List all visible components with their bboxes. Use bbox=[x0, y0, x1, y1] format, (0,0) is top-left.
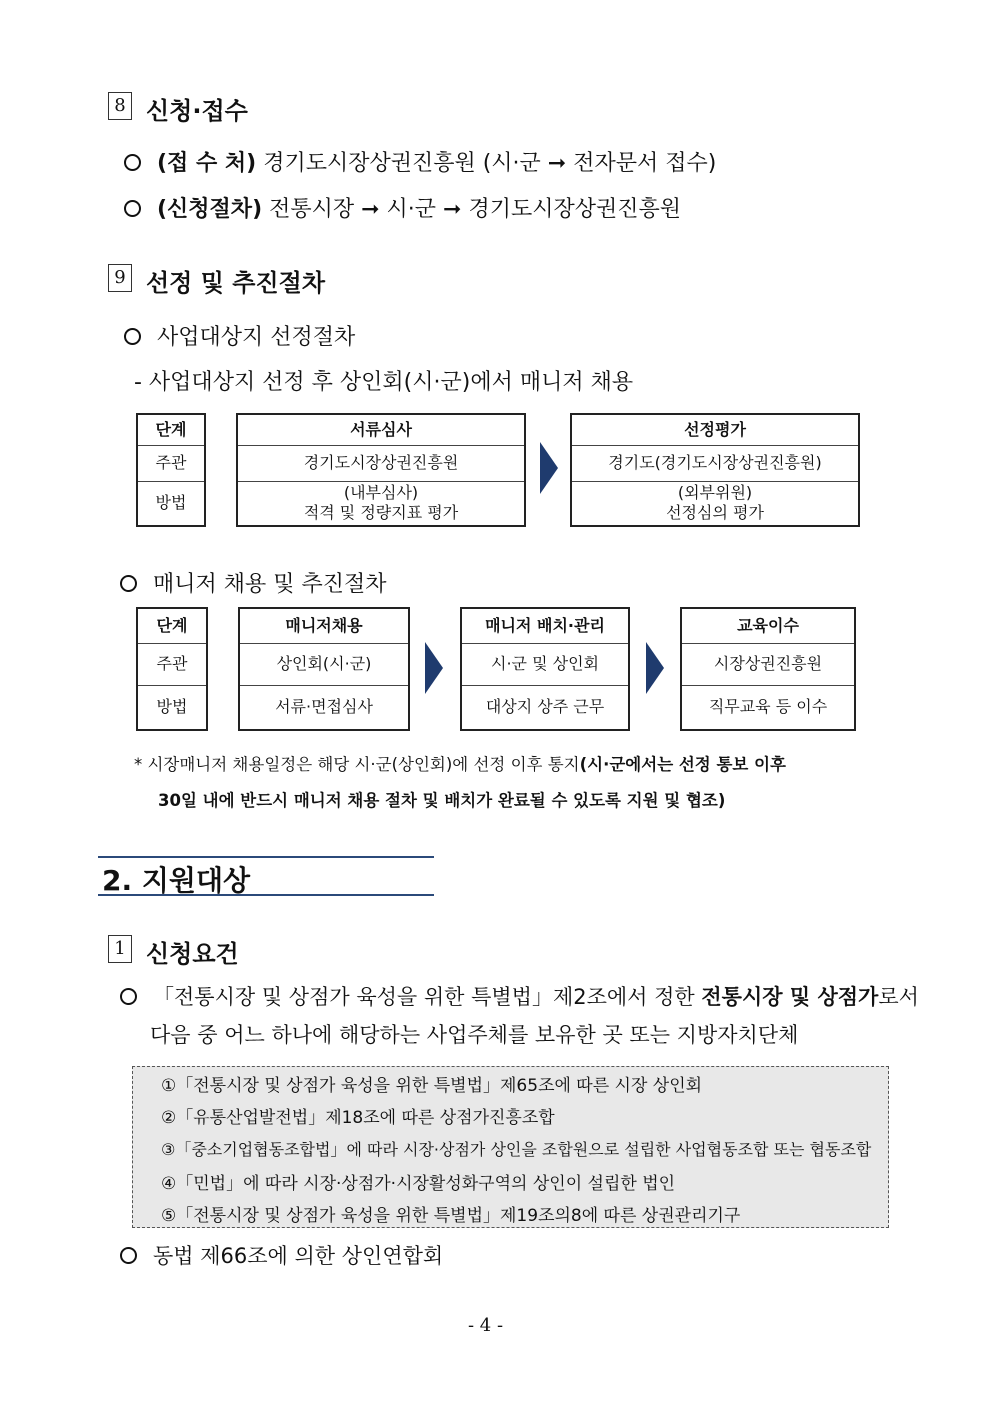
circle-bullet-icon bbox=[120, 988, 137, 1005]
section-2-title: 2. 지원대상 bbox=[102, 864, 251, 897]
section-1-number: 1 bbox=[108, 935, 132, 963]
t2-step-manager-hiring: 매니저채용 상인회(시·군) 서류·면접심사 bbox=[238, 607, 410, 731]
section-8-title: 신청·접수 bbox=[146, 97, 248, 125]
section-9-title: 선정 및 추진절차 bbox=[146, 269, 325, 297]
t2-label-column: 단계 주관 방법 bbox=[136, 607, 208, 731]
s1-paragraph-1: 「전통시장 및 상점가 육성을 위한 특별법」제2조에서 정한 전통시장 및 상점가로서 bbox=[120, 981, 919, 1011]
section-8-number: 8 bbox=[108, 92, 132, 120]
section-2-header bbox=[98, 856, 434, 896]
eligibility-item: ②「유통산업발전법」제18조에 따른 상점가진흥조합 bbox=[161, 1108, 555, 1128]
s8-line-2: (신청절차) 전통시장 ➞ 시·군 ➞ 경기도시장상권진흥원 bbox=[124, 192, 681, 223]
s9-note-line-2: 30일 내에 반드시 매니저 채용 절차 및 배치가 완료될 수 있도록 지원 및 협조) bbox=[158, 791, 726, 810]
t1-step-document-review: 서류심사 경기도시장상권진흥원 (내부심사) 적격 및 정량지표 평가 bbox=[236, 413, 526, 527]
s9-sub-2: 매니저 채용 및 추진절차 bbox=[120, 567, 387, 598]
eligibility-item: ⑤「전통시장 및 상점가 육성을 위한 특별법」제19조의8에 따른 상권관리기구 bbox=[161, 1206, 741, 1226]
eligibility-item: ③「중소기업협동조합법」에 따라 시장·상점가 상인을 조합원으로 설립한 사업협동조합 또는 협동조합 bbox=[161, 1140, 872, 1159]
circle-bullet-icon bbox=[124, 328, 141, 345]
s1-paragraph-2: 동법 제66조에 의한 상인연합회 bbox=[120, 1240, 443, 1270]
s9-dash-1: - 사업대상지 선정 후 상인회(시·군)에서 매니저 채용 bbox=[134, 370, 634, 395]
t2-step-manager-placement: 매니저 배치·관리 시·군 및 상인회 대상지 상주 근무 bbox=[460, 607, 630, 731]
s8-line-1: (접 수 처) 경기도시장상권진흥원 (시·군 ➞ 전자문서 접수) bbox=[124, 146, 716, 177]
page-number: - 4 - bbox=[468, 1315, 504, 1336]
eligibility-item: ④「민법」에 따라 시장·상점가·시장활성화구역의 상인이 설립한 법인 bbox=[161, 1174, 676, 1194]
circle-bullet-icon bbox=[120, 1247, 137, 1264]
t1-step-selection-eval: 선정평가 경기도(경기도시장상권진흥원) (외부위원) 선정심의 평가 bbox=[570, 413, 860, 527]
section-1-title: 신청요건 bbox=[146, 940, 239, 968]
eligibility-item: ①「전통시장 및 상점가 육성을 위한 특별법」제65조에 따른 시장 상인회 bbox=[161, 1076, 703, 1096]
s9-sub-1: 사업대상지 선정절차 bbox=[124, 320, 355, 351]
s1-paragraph-1-cont: 다음 중 어느 하나에 해당하는 사업주체를 보유한 곳 또는 지방자치단체 bbox=[150, 1023, 799, 1047]
circle-bullet-icon bbox=[124, 154, 141, 171]
s9-note-line-1: * 시장매니저 채용일정은 해당 시·군(상인회)에 선정 이후 통지(시·군에서는 선정 통보 이후 bbox=[134, 755, 786, 774]
circle-bullet-icon bbox=[120, 575, 137, 592]
t2-step-training: 교육이수 시장상권진흥원 직무교육 등 이수 bbox=[680, 607, 856, 731]
circle-bullet-icon bbox=[124, 200, 141, 217]
eligibility-list-box bbox=[132, 1066, 889, 1228]
flow-arrow-icon bbox=[540, 442, 558, 494]
section-9-number: 9 bbox=[108, 264, 132, 292]
t1-label-column: 단계 주관 방법 bbox=[136, 413, 206, 527]
flow-arrow-icon bbox=[425, 642, 443, 694]
flow-arrow-icon bbox=[646, 642, 664, 694]
